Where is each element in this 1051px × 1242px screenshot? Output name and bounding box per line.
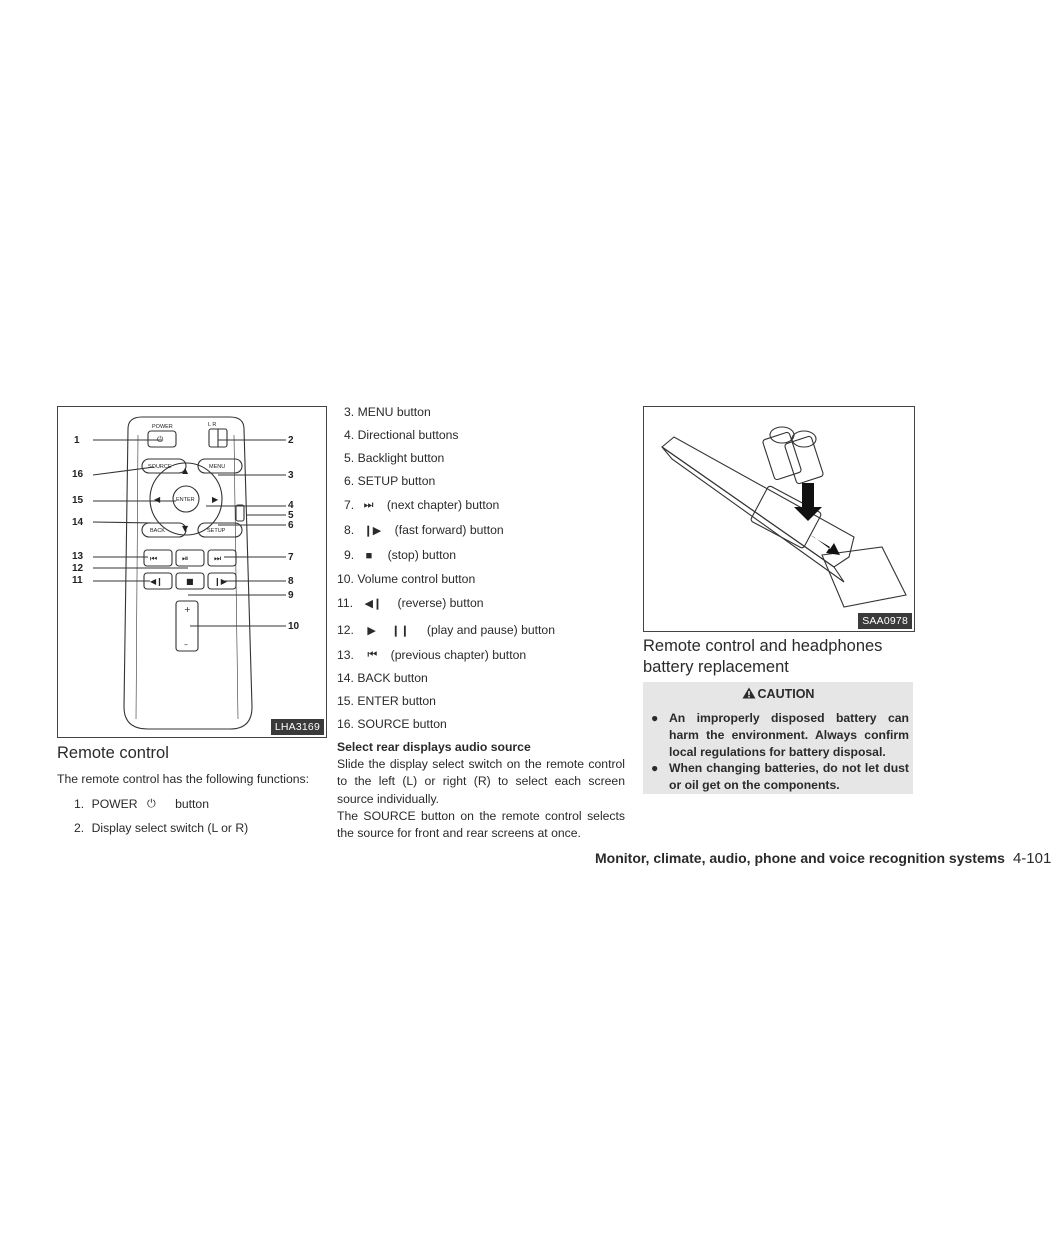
list-item-16: 16. SOURCE button xyxy=(337,717,447,731)
reverse-icon: ◀❙ xyxy=(364,598,383,611)
callout-5: 5 xyxy=(288,510,294,521)
remote-label-menu: MENU xyxy=(209,464,226,470)
svg-text:⏮: ⏮ xyxy=(150,554,158,563)
subsection-paragraph-2: The SOURCE button on the remote control selects the source for front and rear screens at once. xyxy=(337,809,625,841)
caution-item-2: ● When changing batteries, do not let dust or oil get on the components. xyxy=(651,761,909,792)
svg-text:■: ■ xyxy=(186,577,194,586)
svg-text:+: + xyxy=(184,605,191,614)
list-item-1: 1. POWER ⏻ button xyxy=(74,797,209,811)
bullet-icon: ● xyxy=(651,711,659,725)
callout-7: 7 xyxy=(288,552,294,563)
previous-chapter-icon: ⏮ xyxy=(367,649,378,662)
list-item-5: 5. Backlight button xyxy=(344,451,445,465)
svg-text:◀❙: ◀❙ xyxy=(150,577,163,586)
section-intro: The remote control has the following functions: xyxy=(57,772,310,786)
battery-replacement-illustration xyxy=(644,407,914,631)
fast-forward-icon: ❙▶ xyxy=(363,525,382,538)
bullet-icon: ● xyxy=(651,761,659,775)
caution-box xyxy=(643,682,913,794)
warning-icon xyxy=(742,687,756,699)
section-title-remote-control: Remote control xyxy=(57,744,169,762)
svg-text:⏻: ⏻ xyxy=(157,435,164,444)
list-item-2: 2. Display select switch (L or R) xyxy=(74,821,249,835)
figure-code: LHA3169 xyxy=(271,719,324,735)
list-item-13: 13. ⏮ (previous chapter) button xyxy=(337,648,527,662)
callout-12: 12 xyxy=(72,563,84,574)
callout-9: 9 xyxy=(288,590,294,601)
power-icon: ⏻ xyxy=(147,798,156,811)
remote-label-back: BACK xyxy=(150,528,165,534)
list-item-14: 14. BACK button xyxy=(337,671,428,685)
list-item-10: 10. Volume control button xyxy=(337,572,476,586)
caution-item-1: ● An improperly disposed battery can harm the environment. Always confirm local regulations for battery disposal. xyxy=(651,711,909,759)
play-pause-icon: ▶ ❙❙ xyxy=(367,625,410,638)
callout-6: 6 xyxy=(288,520,294,531)
list-item-3: 3. MENU button xyxy=(344,405,431,419)
svg-text:⏯: ⏯ xyxy=(182,554,189,563)
svg-text:◀: ◀ xyxy=(154,495,161,504)
list-item-8: 8. ❙▶ (fast forward) button xyxy=(344,523,504,538)
subsection-paragraph-1: Slide the display select switch on the remote control to the left (L) or right (R) to select each screen source individually. xyxy=(337,757,625,806)
list-item-12: 12. ▶ ❙❙ (play and pause) button xyxy=(337,623,555,638)
callout-3: 3 xyxy=(288,470,294,481)
stop-icon: ■ xyxy=(365,549,373,562)
svg-text:⏭: ⏭ xyxy=(214,554,222,563)
callout-14: 14 xyxy=(72,517,84,528)
battery-replacement-figure xyxy=(643,406,915,632)
remote-label-power: POWER xyxy=(152,424,173,430)
svg-text:▲: ▲ xyxy=(182,466,189,475)
remote-control-illustration xyxy=(58,407,326,737)
remote-label-lr: L R xyxy=(208,422,217,428)
list-item-6: 6. SETUP button xyxy=(344,474,436,488)
subsection-title: Select rear displays audio source xyxy=(337,740,531,754)
next-chapter-icon: ⏭ xyxy=(363,499,374,512)
list-item-4: 4. Directional buttons xyxy=(344,428,459,442)
svg-text:❙▶: ❙▶ xyxy=(214,577,227,586)
callout-2: 2 xyxy=(288,435,294,446)
svg-text:–: – xyxy=(184,640,188,649)
callout-15: 15 xyxy=(72,495,84,506)
list-item-15: 15. ENTER button xyxy=(337,694,436,708)
callout-16: 16 xyxy=(72,469,84,480)
remote-label-source: SOURCE xyxy=(148,464,172,470)
caution-title: CAUTION xyxy=(643,687,913,701)
remote-label-enter: ENTER xyxy=(176,497,195,503)
page-footer xyxy=(595,850,1051,867)
footer-section-title: Monitor, climate, audio, phone and voice recognition systems xyxy=(595,850,1005,866)
list-item-9: 9. ■ (stop) button xyxy=(344,548,457,562)
callout-13: 13 xyxy=(72,551,84,562)
callout-8: 8 xyxy=(288,576,294,587)
figure-code: SAA0978 xyxy=(858,613,912,629)
list-item-11: 11. ◀❙ (reverse) button xyxy=(337,596,484,611)
callout-11: 11 xyxy=(72,575,83,586)
list-item-7: 7. ⏭ (next chapter) button xyxy=(344,498,500,512)
callout-1: 1 xyxy=(74,435,80,446)
svg-text:▼: ▼ xyxy=(182,524,189,533)
callout-4: 4 xyxy=(288,500,294,511)
remote-label-setup: SETUP xyxy=(207,528,226,534)
svg-text:▶: ▶ xyxy=(212,495,219,504)
page-number: 4-101 xyxy=(1012,850,1051,867)
remote-control-figure xyxy=(57,406,327,738)
callout-10: 10 xyxy=(288,621,300,632)
section-title-battery-replacement: Remote control and headphones battery replacement xyxy=(643,637,883,676)
